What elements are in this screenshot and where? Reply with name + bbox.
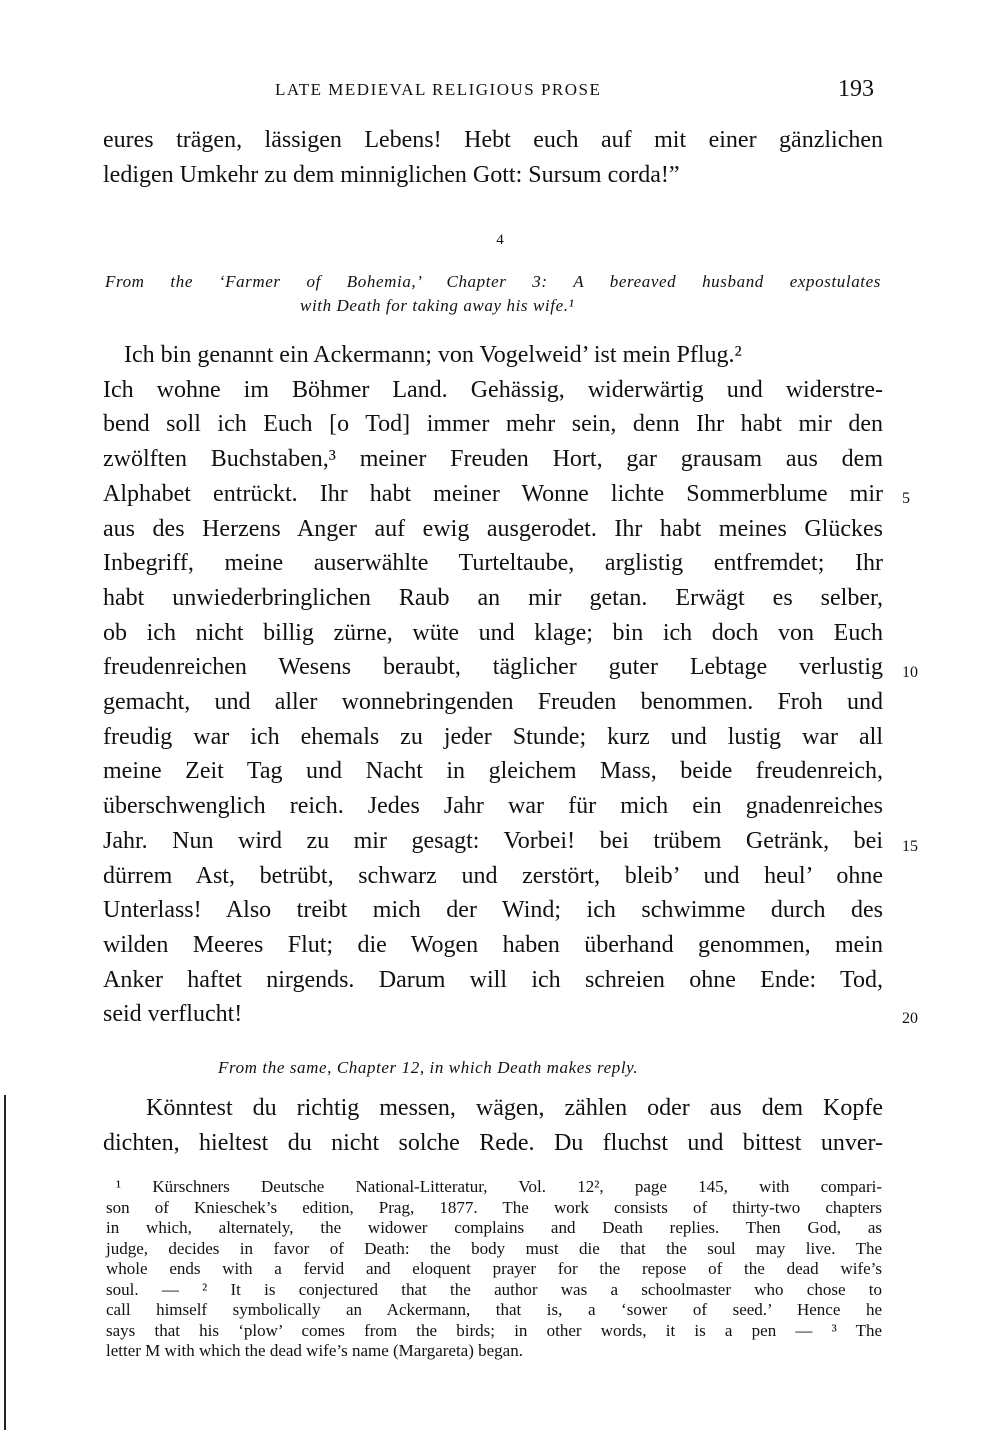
text-line: Inbegriff, meine auserwählte Turteltaube, arglistig entfremdet; Ihr	[103, 550, 883, 577]
text-line: Anker haftet nirgends. Darum will ich schreien ohne Ende: Tod,	[103, 966, 883, 993]
text-line: überschwenglich reich. Jedes Jahr war für mich ein gnadenreiches	[103, 793, 883, 820]
text-line: habt unwiederbringlichen Raub an mir getan. Erwägt es selber,	[103, 584, 883, 611]
line-number: 20	[902, 1010, 918, 1027]
running-title: LATE MEDIEVAL RELIGIOUS PROSE	[275, 80, 602, 99]
text-line: Unterlass! Also treibt mich der Wind; ich schwimme durch des	[103, 897, 883, 924]
text-line: wilden Meeres Flut; die Wogen haben überhand genommen, mein	[103, 931, 883, 958]
section-heading: From the ‘Farmer of Bohemia,’ Chapter 3: A bereaved husband expostulates	[105, 272, 881, 291]
footnote-line: call himself symbolically an Ackermann, that is, a ‘sower of seed.’ Hence he	[106, 1300, 882, 1319]
margin-rule	[4, 1095, 6, 1430]
text-line: Jahr. Nun wird zu mir gesagt: Vorbei! bei trübem Getränk, bei	[103, 827, 883, 854]
line-number: 5	[902, 490, 910, 507]
text-line: meine Zeit Tag und Nacht in gleichem Mass, beide freudenreich,	[103, 758, 883, 785]
footnote-line: in which, alternately, the widower complains and Death replies. Then God, as	[106, 1218, 882, 1237]
reply-line: Könntest du richtig messen, wägen, zählen oder aus dem Kopfe	[146, 1095, 883, 1121]
line-number: 10	[902, 664, 918, 681]
page-number: 193	[838, 76, 874, 102]
text-line: seid verflucht!	[103, 1001, 243, 1028]
text-line: dürrem Ast, betrübt, schwarz und zerstört, bleib’ und heul’ ohne	[103, 862, 883, 889]
line-number: 15	[902, 838, 918, 855]
footnote-line: soul. — ² It is conjectured that the author was a schoolmaster who chose to	[106, 1279, 882, 1299]
intro-line: eures trägen, lässigen Lebens! Hebt euch auf mit einer gänzlichen	[103, 127, 883, 153]
footnote-line: says that his ‘plow’ comes from the birds; in other words, it is a pen — ³ The	[106, 1320, 882, 1340]
section-number: 4	[496, 232, 504, 248]
text-line: aus des Herzens Anger auf ewig ausgerodet. Ihr habt meines Glückes	[103, 515, 883, 542]
intro-line: ledigen Umkehr zu dem minniglichen Gott: Sursum corda!”	[103, 162, 680, 188]
footnote-line: son of Knieschek’s edition, Prag, 1877. The work consists of thirty-two chapters	[106, 1197, 882, 1217]
footnote-line: letter M with which the dead wife’s name (Margareta) began.	[106, 1341, 523, 1360]
reply-line: dichten, hieltest du nicht solche Rede. Du fluchst und bittest unver-	[103, 1130, 883, 1156]
text-line: bend soll ich Euch [o Tod] immer mehr sein, denn Ihr habt mir den	[103, 411, 883, 438]
text-line: ob ich nicht billig zürne, wüte und klage; bin ich doch von Euch	[103, 619, 883, 646]
text-line: Alphabet entrückt. Ihr habt meiner Wonne lichte Sommerblume mir	[103, 480, 883, 507]
footnote-line: ¹ Kürschners Deutsche National-Litteratur, Vol. 12², page 145, with compari-	[116, 1177, 882, 1196]
section-heading-2: From the same, Chapter 12, in which Death makes reply.	[218, 1058, 639, 1077]
text-line: zwölften Buchstaben,³ meiner Freuden Hort, gar grausam aus dem	[103, 446, 883, 473]
text-line: gemacht, und aller wonnebringenden Freuden benommen. Froh und	[103, 689, 883, 715]
section-heading: with Death for taking away his wife.¹	[300, 296, 575, 315]
text-line: freudenreichen Wesens beraubt, täglicher guter Lebtage verlustig	[103, 654, 883, 681]
footnote-line: judge, decides in favor of Death: the body must die that the soul may live. The	[106, 1238, 882, 1258]
footnote-line: whole ends with a fervid and eloquent prayer for the repose of the dead wife’s	[106, 1259, 882, 1278]
text-line: Ich bin genannt ein Ackermann; von Vogelweid’ ist mein Pflug.²	[124, 342, 742, 368]
text-line: Ich wohne im Böhmer Land. Gehässig, widerwärtig und widerstre-	[103, 376, 883, 403]
text-line: freudig war ich ehemals zu jeder Stunde; kurz und lustig war all	[103, 723, 883, 750]
